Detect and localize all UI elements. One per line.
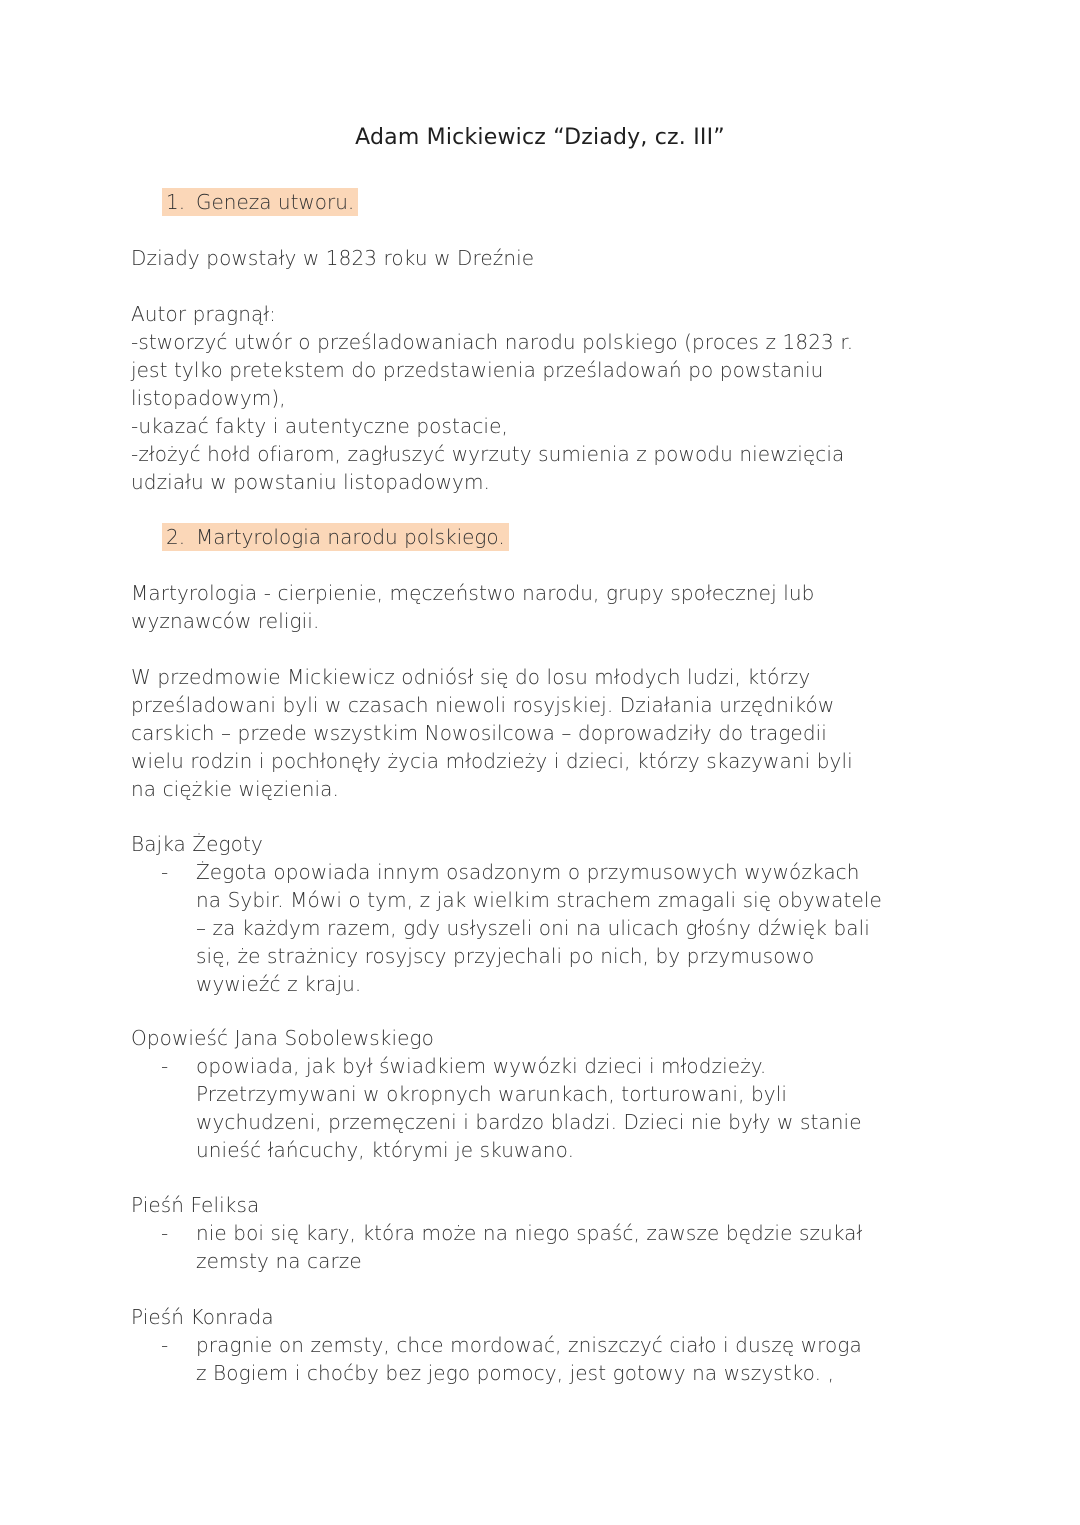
list-item: [131, 1052, 961, 1164]
author-goals-intro: Autor pragnął:: [131, 302, 276, 326]
list-item: [131, 1219, 961, 1275]
section-1-heading: [162, 188, 358, 216]
section-1-origin-text: [131, 244, 961, 272]
origin-line: Dziady powstały w 1823 roku w Dreźnie: [131, 246, 535, 270]
list-item: [131, 1331, 961, 1387]
author-goals-line: -ukazać fakty i autentyczne postacie,: [131, 414, 508, 438]
author-goals-line: listopadowym),: [131, 386, 286, 410]
list-item-line: wychudzeni, przemęczeni i bardzo bladzi. Dzieci nie były w stanie: [196, 1110, 862, 1134]
preface-line: W przedmowie Mickiewicz odniósł się do losu młodych ludzi, którzy: [131, 665, 811, 689]
bullet-dash: -: [161, 860, 169, 884]
subsection-sobolewski: [131, 1024, 961, 1164]
subsection-konrad: [131, 1303, 961, 1387]
list-item-line: się, że strażnicy rosyjscy przyjechali po nich, by przymusowo: [196, 944, 815, 968]
author-goals-line: -złożyć hołd ofiarom, zagłuszyć wyrzuty sumienia z powodu niewzięcia: [131, 442, 845, 466]
subsection-title: Pieśń Konrada: [131, 1305, 274, 1329]
preface-paragraph: [131, 663, 961, 803]
preface-line: na ciężkie więzienia.: [131, 777, 339, 801]
preface-line: prześladowani byli w czasach niewoli rosyjskiej. Działania urzędników: [131, 693, 835, 717]
preface-line: wielu rodzin i pochłonęły życia młodzieży i dzieci, którzy skazywani byli: [131, 749, 853, 773]
list-item-line: unieść łańcuchy, którymi je skuwano.: [196, 1138, 575, 1162]
list-item-line: zemsty na carze: [196, 1249, 362, 1273]
list-item-line: nie boi się kary, która może na niego spaść, zawsze będzie szukał: [196, 1221, 863, 1245]
list-item-line: Przetrzymywani w okropnych warunkach, torturowani, byli: [196, 1082, 788, 1106]
list-item-line: z Bogiem i choćby bez jego pomocy, jest gotowy na wszystko. ,: [196, 1361, 835, 1385]
list-item-line: wywieźć z kraju.: [196, 972, 362, 996]
section-1-number: 1.: [166, 190, 186, 214]
preface-line: carskich – przede wszystkim Nowosilcowa – doprowadziły do tragedii: [131, 721, 827, 745]
author-goals-line: -stworzyć utwór o prześladowaniach narodu polskiego (proces z 1823 r.: [131, 330, 854, 354]
definition-line: Martyrologia - cierpienie, męczeństwo narodu, grupy społecznej lub: [131, 581, 815, 605]
subsection-title: Pieśń Feliksa: [131, 1193, 260, 1217]
subsection-title: Bajka Żegoty: [131, 832, 263, 856]
list-item-line: Żegota opowiada innym osadzonym o przymusowych wywózkach: [196, 860, 860, 884]
author-goals-line: jest tylko pretekstem do przedstawienia prześladowań po powstaniu: [131, 358, 824, 382]
section-2-heading: [162, 523, 509, 551]
martyrology-definition: [131, 579, 961, 635]
section-1-author-goals: [131, 300, 961, 496]
list-item-line: opowiada, jak był świadkiem wywózki dzieci i młodzieży.: [196, 1054, 767, 1078]
section-2-heading-text: Martyrologia narodu polskiego.: [196, 525, 505, 549]
bullet-dash: -: [161, 1054, 169, 1078]
subsection-title: Opowieść Jana Sobolewskiego: [131, 1026, 434, 1050]
document-title: Adam Mickiewicz “Dziady, cz. III”: [355, 125, 725, 150]
list-item-line: na Sybir. Mówi o tym, z jak wielkim strachem zmagali się obywatele: [196, 888, 882, 912]
definition-line: wyznawców religii.: [131, 609, 320, 633]
list-item: [131, 858, 961, 998]
section-1-heading-text: Geneza utworu.: [196, 190, 355, 214]
subsection-zegota: [131, 830, 961, 998]
list-item-line: – za każdym razem, gdy usłyszeli oni na ulicach głośny dźwięk bali: [196, 916, 870, 940]
section-2-number: 2.: [166, 525, 186, 549]
author-goals-line: udziału w powstaniu listopadowym.: [131, 470, 491, 494]
bullet-dash: -: [161, 1221, 169, 1245]
bullet-dash: -: [161, 1333, 169, 1357]
subsection-feliks: [131, 1191, 961, 1275]
list-item-line: pragnie on zemsty, chce mordować, zniszczyć ciało i duszę wroga: [196, 1333, 862, 1357]
